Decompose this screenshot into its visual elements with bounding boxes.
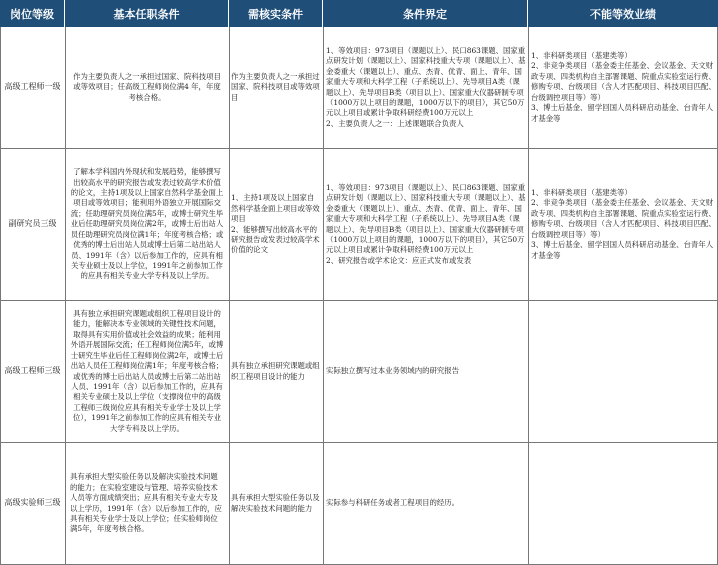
grid-line — [323, 27, 324, 565]
header-non-equivalent: 不能等效业绩 — [528, 0, 718, 27]
row-verify-conditions: 具有独立承担研究课题或组织工程项目设计的能力 — [231, 361, 320, 381]
row-verify-conditions: 1、主持1项及以上国家自然科学基金面上项目或等效项目 2、能够撰写出较高水平的研究报告或发表过较高学术价值的论文 — [231, 193, 320, 255]
row-non-equivalent — [531, 301, 716, 442]
grid-line — [528, 27, 529, 565]
grid-line — [229, 27, 230, 565]
row-condition-definition: 实际参与科研任务或者工程项目的经历。 — [326, 498, 460, 508]
header-level: 岗位等级 — [0, 0, 65, 27]
row-level: 高级实验师三级 — [4, 498, 61, 508]
row-basic-conditions: 了解本学科国内外现状和发展趋势，能够撰写出较高水平的研究报告或发表过较高学术价值的论文，主持1项及以上国家自然科学基金面上项目或等效项目；能利用外语独立开展国际交流；任助理研究员岗位满5年，或博士研究生毕业后任助理研究员岗位满2年，或博士后出站人员任助理研究员岗位满1年；年度考核合格；或优秀的博士后出站人员或博士后第二站出站人员、1991年（含）以后参加工作的，应具有相关专业硕士及以上学位，1991年之前参加工作的应具有相关专业大学专科及以上学历。 — [70, 167, 224, 281]
row-basic-conditions: 作为主要负责人之一承担过国家、院科技项目或等效项目；任高级工程师岗位满4 年，年度考核合格。 — [73, 71, 221, 102]
header-basic-conditions: 基本任职条件 — [65, 0, 229, 27]
row-condition-definition: 1、等效项目：973项目（课题以上）、民口863课题、国家重点研发计划（课题以上）、国家科技重大专项（课题以上）、基金委重大（课题以上）、重点、杰青、优青、面上、青年、国家重大专项和大科学工程（子系统以上）、先导项目A类（课题以上）、先导项目B类（项目以上）、国家重大仪器研制专项（1000万以上项目的课题，1000万以下的项目），其它50万元以上项目或累计争取科研经费100万元以上 2、主要负责人之一：上述课题联合负责人 — [326, 45, 526, 128]
row-verify-conditions: 具有承担大型实验任务以及解决实验技术问题的能力 — [231, 493, 320, 513]
row-level: 副研究员三级 — [8, 219, 57, 229]
row-non-equivalent: 1、非科研类项目（基建类等） 2、非竞争类项目（基金委主任基金、会议基金、天文财政专项、四类机构自主部署课题、院重点实验室运行费、修购专项、台级项目（含人才匹配项目、科技项目匹配、台级调控项目等）等） 3、博士后基金、留学回国人员科研启动基金、台青年人才基金等 — [531, 188, 716, 260]
row-non-equivalent: 1、非科研类项目（基建类等） 2、非竞争类项目（基金委主任基金、会议基金、天文财政专项、四类机构自主部署课题、院重点实验室运行费、修购专项、台级项目（含人才匹配项目、科技项目匹配、台级调控项目等）等） 3、博士后基金、留学回国人员科研启动基金、台青年人才基金等 — [531, 51, 716, 123]
row-basic-conditions: 具有独立承担研究课题或组织工程项目设计的能力，能解决本专业领域的关键性技术问题，取得具有实用价值或社会效益的成果；能利用外语开展国际交流；任工程师岗位满5年，或博士研究生毕业后任工程师岗位满2年，或博士后出站人员任工程师岗位满1年；年度考核合格；或优秀的博士后出站人员或博士后第二站出站人员、1991年（含）以后参加工作的，应具有相关专业硕士及以上学位（支撑岗位中的高级工程师三级岗位应具有相关专业学士及以上学位），1991年之前参加工作的应具有相关专业大学专科及以上学历。 — [70, 309, 224, 433]
row-level: 高级工程师一级 — [4, 82, 61, 92]
row-condition-definition: 1、等效项目：973项目（课题以上）、民口863课题、国家重点研发计划（课题以上）、国家科技重大专项（课题以上）、基金委重大（课题以上）、重点、杰青、优青、面上、青年、国家重大专项和大科学工程（子系统以上）、先导项目A类（课题以上）、先导项目B类（项目以上）、国家重大仪器研制专项（1000万以上项目的课题，1000万以下的项目），其它50万元以上项目或累计争取科研经费100万元以上 2、研究报告或学术论文：应正式发布或发表 — [326, 182, 526, 265]
row-basic-conditions: 具有承担大型实验任务以及解决实验技术问题的能力；在实验室建设与管理、培养实验技术人员等方面成绩突出；应具有相关专业大专及以上学历，1991年（含）以后参加工作的，应具有相关专业学士及以上学位；任实验师岗位满5年，年度考核合格。 — [70, 472, 222, 534]
row-non-equivalent — [531, 443, 716, 564]
header-verify-conditions: 需核实条件 — [229, 0, 323, 27]
row-condition-definition: 实际独立撰写过本业务领域内的研究报告 — [326, 366, 460, 376]
row-verify-conditions: 作为主要负责人之一承担过国家、院科技项目或等效项目 — [231, 71, 320, 102]
header-condition-definition: 条件界定 — [323, 0, 528, 27]
row-level: 高级工程师三级 — [4, 366, 61, 376]
grid-line — [65, 27, 66, 565]
